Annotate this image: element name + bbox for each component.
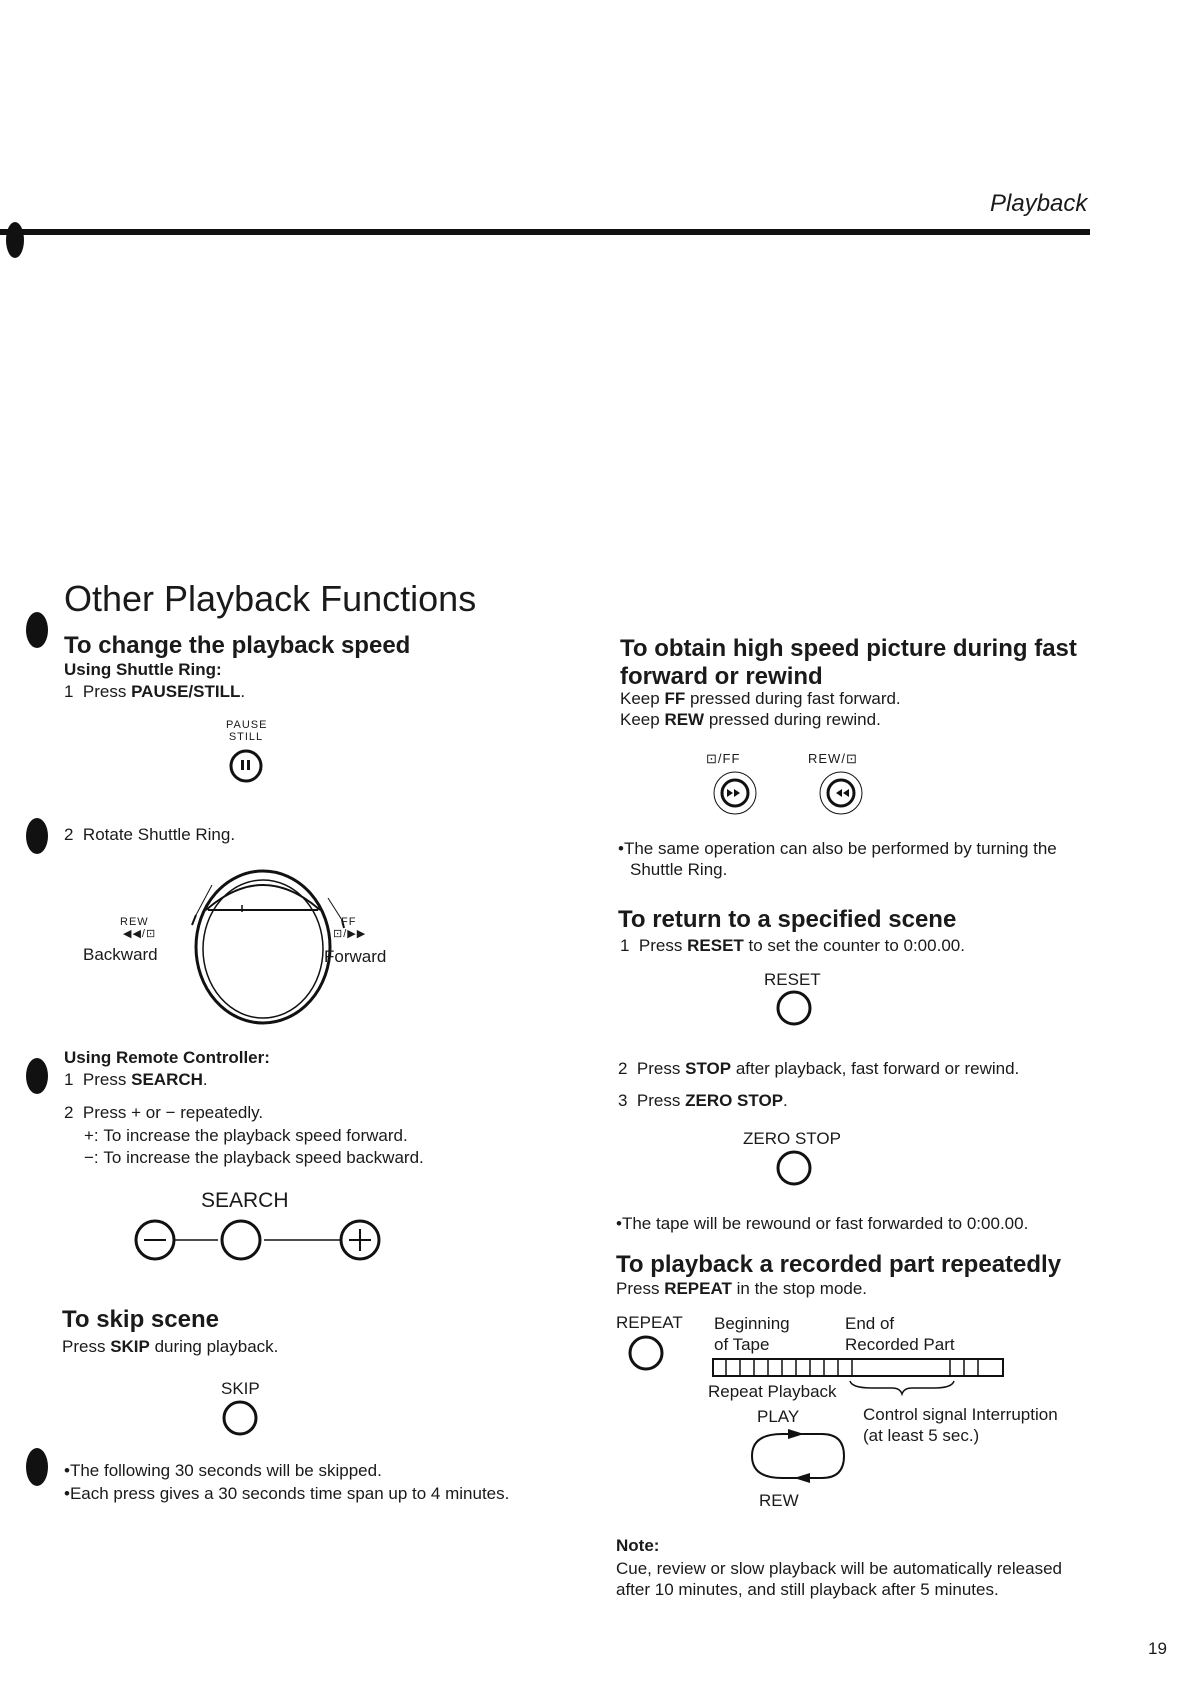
minus-description: −: To increase the playback speed backward. bbox=[84, 1148, 424, 1167]
return-heading: To return to a specified scene bbox=[618, 906, 957, 933]
return-step-1: 1 Press RESET to set the counter to 0:00.00. bbox=[620, 936, 965, 955]
skip-heading: To skip scene bbox=[62, 1306, 219, 1333]
return-bullet: •The tape will be rewound or fast forwarded to 0:00.00. bbox=[616, 1214, 1029, 1233]
search-minus-button[interactable] bbox=[136, 1221, 174, 1259]
end-of-recorded-part-label: End of Recorded Part bbox=[845, 1314, 955, 1354]
repeat-playback-label: Repeat Playback bbox=[708, 1382, 837, 1401]
highspeed-bullet-1: •The same operation can also be performed by turning the bbox=[618, 839, 1057, 858]
header-rule bbox=[0, 229, 1090, 235]
remote-step-1: 1 Press SEARCH. bbox=[64, 1070, 208, 1089]
ff-button-label: ⊡/FF bbox=[706, 751, 741, 766]
margin-mark bbox=[26, 1058, 48, 1094]
step-2: 2 Rotate Shuttle Ring. bbox=[64, 825, 236, 844]
rew-icon: ◀◀/⊡ bbox=[123, 928, 157, 940]
highspeed-heading: To obtain high speed picture during fast forward or rewind bbox=[620, 635, 1077, 690]
zero-stop-button[interactable] bbox=[776, 1150, 816, 1190]
rew-label: REW bbox=[120, 916, 149, 928]
reset-label: RESET bbox=[764, 970, 821, 989]
reset-button[interactable] bbox=[776, 990, 816, 1030]
repeat-heading: To playback a recorded part repeatedly bbox=[616, 1251, 1062, 1278]
search-button[interactable] bbox=[222, 1221, 260, 1259]
highspeed-bullet-2: Shuttle Ring. bbox=[630, 860, 728, 879]
margin-mark bbox=[26, 612, 48, 648]
margin-mark bbox=[26, 818, 48, 854]
margin-mark bbox=[26, 1448, 48, 1486]
return-step-2: 2 Press STOP after playback, fast forward or rewind. bbox=[618, 1059, 1020, 1078]
forward-label: Forward bbox=[324, 947, 387, 966]
note-line-1: Cue, review or slow playback will be automatically released bbox=[616, 1559, 1062, 1578]
plus-description: +: To increase the playback speed forward. bbox=[84, 1126, 408, 1145]
page-title: Other Playback Functions bbox=[64, 578, 477, 619]
remote-subheading: Using Remote Controller: bbox=[64, 1048, 270, 1067]
return-step-3: 3 Press ZERO STOP. bbox=[618, 1091, 788, 1110]
binding-mark bbox=[6, 222, 24, 258]
step-1: 1 Press PAUSE/STILL. bbox=[64, 682, 246, 701]
skip-bullet-2: •Each press gives a 30 seconds time span up to 4 minutes. bbox=[64, 1484, 510, 1503]
backward-label: Backward bbox=[83, 945, 158, 964]
rew-button[interactable] bbox=[818, 770, 866, 818]
skip-bullet-1: •The following 30 seconds will be skipped. bbox=[64, 1461, 382, 1480]
ff-label: FF bbox=[341, 916, 357, 928]
running-header: Playback bbox=[990, 190, 1088, 217]
beginning-of-tape-label: Beginning of Tape bbox=[714, 1314, 790, 1354]
speed-heading: To change the playback speed bbox=[64, 632, 411, 659]
skip-text: Press SKIP during playback. bbox=[62, 1337, 279, 1356]
search-label: SEARCH bbox=[201, 1189, 289, 1212]
ff-icon: ⊡/▶▶ bbox=[333, 928, 367, 940]
zero-stop-label: ZERO STOP bbox=[743, 1129, 841, 1148]
page-number: 19 bbox=[1148, 1639, 1167, 1658]
highspeed-line-1: Keep FF pressed during fast forward. bbox=[620, 689, 901, 708]
skip-label: SKIP bbox=[221, 1379, 260, 1398]
highspeed-line-2: Keep REW pressed during rewind. bbox=[620, 710, 881, 729]
control-signal-label: Control signal Interruption (at least 5 sec.) bbox=[863, 1405, 1058, 1445]
pause-button-label: PAUSE STILL bbox=[226, 719, 268, 743]
shuttle-subheading: Using Shuttle Ring: bbox=[64, 660, 222, 679]
rew-loop-label: REW bbox=[759, 1491, 799, 1510]
search-plus-button[interactable] bbox=[341, 1221, 379, 1259]
rew-button-label: REW/⊡ bbox=[808, 751, 858, 766]
note-line-2: after 10 minutes, and still playback after 5 minutes. bbox=[616, 1580, 999, 1599]
note-heading: Note: bbox=[616, 1536, 660, 1555]
search-button-row bbox=[130, 1215, 390, 1275]
pause-still-button[interactable] bbox=[228, 748, 264, 784]
play-label: PLAY bbox=[757, 1407, 800, 1426]
repeat-text: Press REPEAT in the stop mode. bbox=[616, 1279, 868, 1298]
repeat-label: REPEAT bbox=[616, 1313, 683, 1332]
skip-button[interactable] bbox=[222, 1400, 262, 1440]
repeat-button[interactable] bbox=[628, 1335, 668, 1375]
ff-button[interactable] bbox=[712, 770, 760, 818]
remote-step-2: 2 Press + or − repeatedly. bbox=[64, 1103, 264, 1122]
